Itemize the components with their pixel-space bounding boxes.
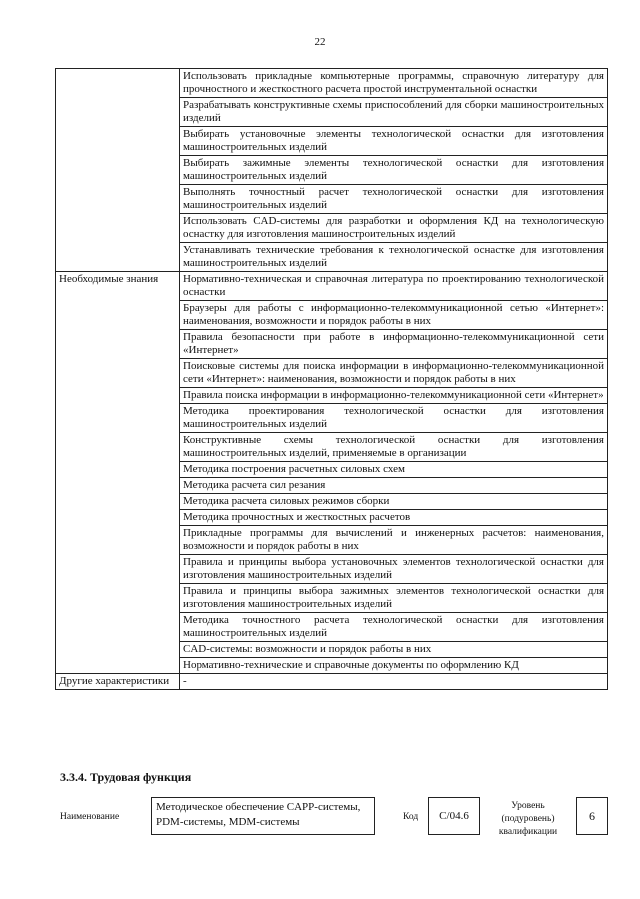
- table-cell-item: CAD-системы: возможности и порядок работы в них: [180, 642, 608, 658]
- section-title: 3.3.4. Трудовая функция: [60, 770, 192, 784]
- knowledge-label-cell: Необходимые знания: [56, 272, 180, 674]
- table-cell-item: Методика прочностных и жесткостных расчетов: [180, 510, 608, 526]
- table-cell-item: Выполнять точностный расчет технологической оснастки для изготовления машиностроительных изделий: [180, 185, 608, 214]
- table-row: [56, 69, 608, 98]
- qualification-level-value: 6: [576, 797, 608, 835]
- requirements-table: [55, 68, 608, 690]
- table-cell-item: Правила поиска информации в информационно-телекоммуникационной сети «Интернет»: [180, 388, 608, 404]
- table-cell-item: Использовать CAD-системы для разработки и оформления КД на технологическую оснастку для изготовления машиностроительных изделий: [180, 214, 608, 243]
- table-cell-item: -: [180, 674, 608, 690]
- table-cell-item: Конструктивные схемы технологической оснастки для изготовления машиностроительных изделий, применяемые в организации: [180, 433, 608, 462]
- function-name-value: Методическое обеспечение CAPP-системы, PDM-системы, MDM-системы: [151, 797, 375, 835]
- table-cell-item: Прикладные программы для вычислений и инженерных расчетов: наименования, возможности и порядок работы в них: [180, 526, 608, 555]
- table-cell-item: Выбирать зажимные элементы технологической оснастки для изготовления машиностроительных изделий: [180, 156, 608, 185]
- other-label-cell: Другие характеристики: [56, 674, 180, 690]
- skills-label-cell: [56, 69, 180, 272]
- table-cell-item: Выбирать установочные элементы технологической оснастки для изготовления машиностроительных изделий: [180, 127, 608, 156]
- table-cell-item: Правила и принципы выбора зажимных элементов технологической оснастки для изготовления машиностроительных изделий: [180, 584, 608, 613]
- table-cell-item: Использовать прикладные компьютерные программы, справочную литературу для прочностного и жесткостного расчета простой инструментальной оснастки: [180, 69, 608, 98]
- table-cell-item: Методика построения расчетных силовых схем: [180, 462, 608, 478]
- function-code-label: Код: [403, 812, 419, 822]
- table-cell-item: Методика точностного расчета технологической оснастки для изготовления машиностроительных изделий: [180, 613, 608, 642]
- table-cell-item: Браузеры для работы с информационно-телекоммуникационной сетью «Интернет»: наименования, возможности и порядок работы в них: [180, 301, 608, 330]
- qualification-level-label: Уровень (подуровень) квалификации: [498, 801, 558, 837]
- table-cell-item: Нормативно-технические и справочные документы по оформлению КД: [180, 658, 608, 674]
- table-cell-item: Устанавливать технические требования к технологической оснастке для изготовления машиностроительных изделий: [180, 243, 608, 272]
- labor-function-row: [60, 795, 610, 845]
- table-cell-item: Методика расчета сил резания: [180, 478, 608, 494]
- table-cell-item: Нормативно-техническая и справочная литература по проектированию технологической оснастки: [180, 272, 608, 301]
- function-code-value: C/04.6: [428, 797, 480, 835]
- table-cell-item: Правила и принципы выбора установочных элементов технологической оснастки для изготовления машиностроительных изделий: [180, 555, 608, 584]
- table-cell-item: Методика расчета силовых режимов сборки: [180, 494, 608, 510]
- table-cell-item: Поисковые системы для поиска информации в информационно-телекоммуникационной сети «Интернет»: наименования, возможности и порядок работы в них: [180, 359, 608, 388]
- page-number: 22: [314, 36, 326, 48]
- table-cell-item: Методика проектирования технологической оснастки для изготовления машиностроительных изделий: [180, 404, 608, 433]
- table-cell-item: Разрабатывать конструктивные схемы приспособлений для сборки машиностроительных изделий: [180, 98, 608, 127]
- table-row: [56, 272, 608, 301]
- table-row: [56, 674, 608, 690]
- function-name-label: Наименование: [60, 812, 120, 822]
- table-cell-item: Правила безопасности при работе в информационно-телекоммуникационной сети «Интернет»: [180, 330, 608, 359]
